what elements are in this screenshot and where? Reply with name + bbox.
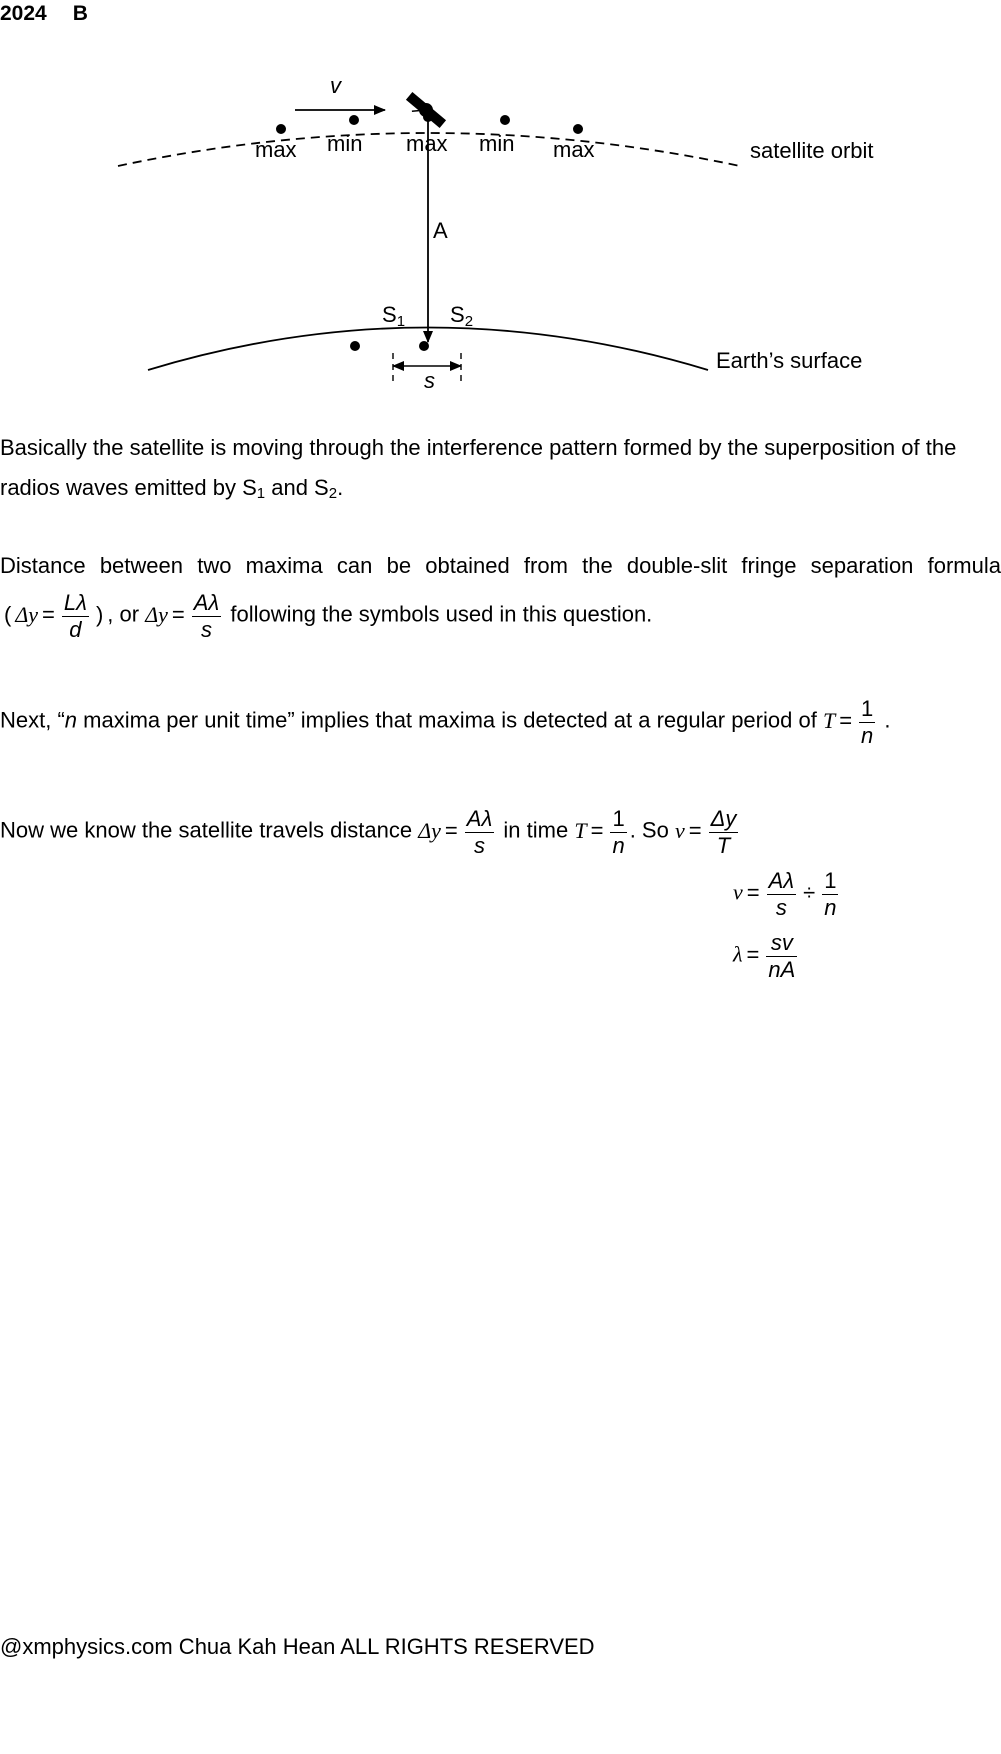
page-header <box>0 2 114 26</box>
distance-formula: Δy = $\frac{A\lambda}{s}$ <box>418 806 493 858</box>
header-section: B <box>72 2 88 25</box>
orbit-label: satellite orbit <box>750 138 874 163</box>
time-formula: T = $\frac{1}{n}$ <box>574 806 625 858</box>
orbit-point-label-4: max <box>553 137 595 162</box>
paragraph-4: Now we know the satellite travels distance Δy = $\frac{A\lambda}{s}$ in time T = $\frac{1}{n}$ . So v = $\frac{\Delta y}{T}$ <box>0 806 741 859</box>
orbit-point-label-2: max <box>406 131 448 156</box>
paragraph-1: Basically the satellite is moving through the interference pattern formed by the superposition of the radios waves emitted by $S_1$ and $S_2$. <box>0 435 957 502</box>
wavelength-formula: λ = $\frac{sv}{nA}$ <box>733 930 796 982</box>
velocity-formula-2: v = $\frac{A\lambda}{s}$ ÷ $\frac{1}{n}$ <box>733 868 837 920</box>
source-s1-label: S1 <box>382 302 406 330</box>
copyright-footer: @xmphysics.com Chua Kah Hean ALL RIGHTS RESERVED <box>0 1634 595 1659</box>
satellite-icon <box>403 90 448 131</box>
satellite-interference-diagram <box>0 60 1001 400</box>
velocity-formula-1: v = $\frac{\Delta y}{T}$ <box>674 806 737 858</box>
source-s2-label: S2 <box>450 302 474 330</box>
orbit-point-min-right <box>500 115 510 125</box>
paragraph-3: Next, “n maxima per unit time” implies that maxima is detected at a regular period of T = $\frac{1}{n}$ . <box>0 696 891 748</box>
velocity-label: v <box>330 73 341 98</box>
orbit-point-min-left <box>349 115 359 125</box>
orbit-point-max-right <box>573 124 583 134</box>
paragraph-2-line-1: Distance between two maxima can be obtained from the double-slit fringe separation formula <box>0 553 1001 578</box>
orbit-point-label-3: min <box>479 131 515 156</box>
period-formula: T = $\frac{1}{n}$ <box>822 696 874 748</box>
earth-surface-label: Earth’s surface <box>716 348 863 373</box>
distance-a-label: A <box>433 218 448 243</box>
source-s2-dot <box>419 341 429 351</box>
fringe-formula-question-symbols: Δy = $\frac{A\lambda}{s}$ <box>145 590 220 642</box>
separation-label: s <box>424 368 435 393</box>
orbit-point-label-1: min <box>327 131 363 156</box>
header-year: 2024 <box>0 2 47 25</box>
source-s1-dot <box>350 341 360 351</box>
paragraph-2-line-2: ( Δy = $\frac{L\lambda}{d}$ ) , or Δy = $\frac{A\lambda}{s}$ following the symbols used in this question. <box>0 590 652 643</box>
orbit-point-label-0: max <box>255 137 297 162</box>
fringe-formula: ( Δy = $\frac{L\lambda}{d}$ ) <box>4 590 104 642</box>
orbit-point-max-left <box>276 124 286 134</box>
